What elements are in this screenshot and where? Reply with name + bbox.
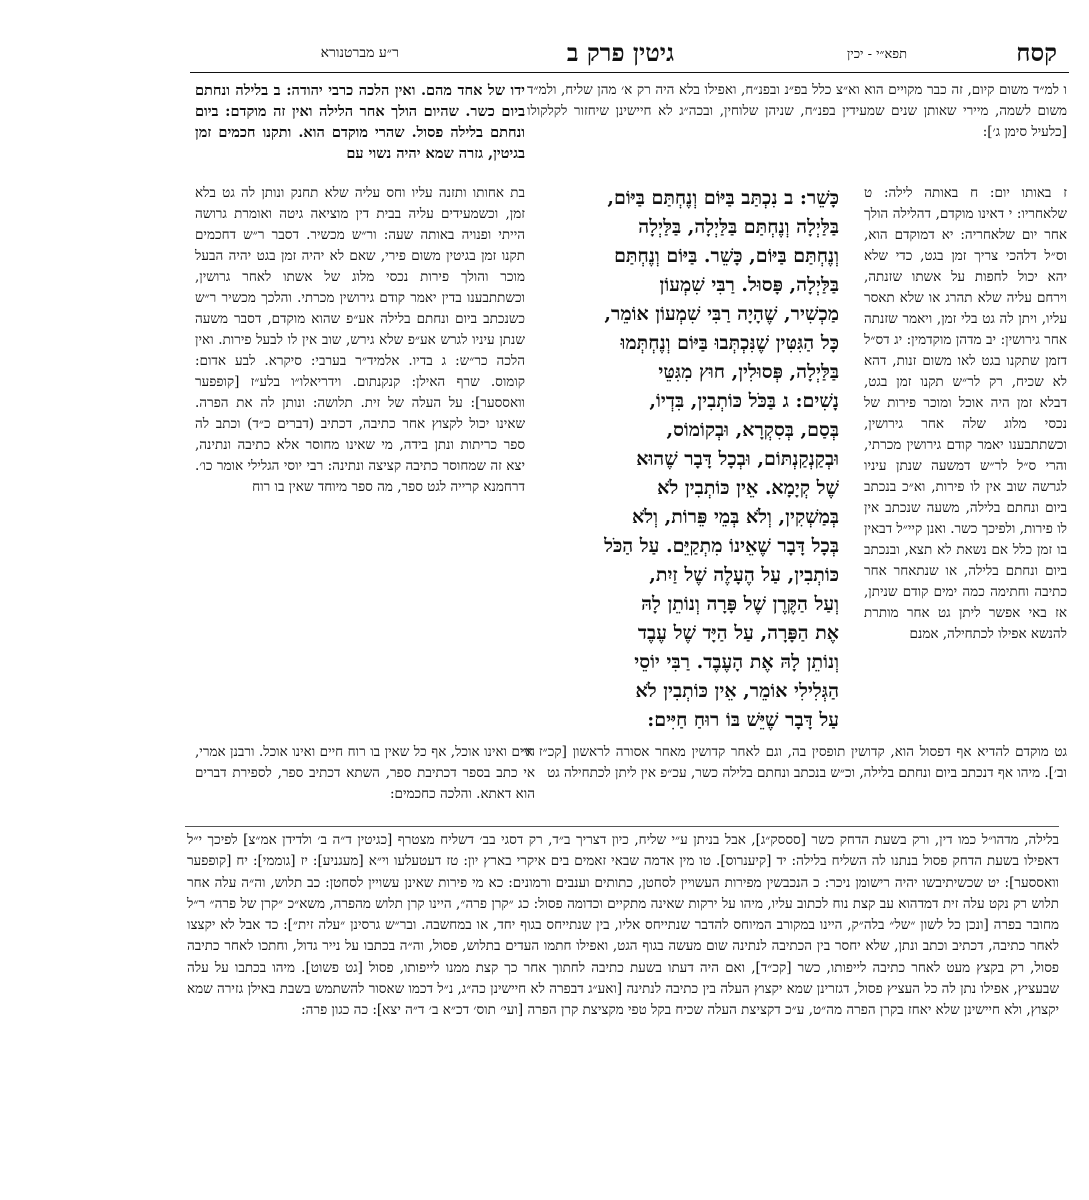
mishna-line: שֶׁל קְיָמָא. אֵין כּוֹתְבִין לֹא <box>657 477 839 499</box>
bartenura-bottom: חיים ואינו אוכל, אף כל שאין בו רוח חיים ואינו אוכל. ורבנן אמרי, אי כתב בספר דכתיבת ספר, השתא דכתיב ספר, לספירת דברים הוא דאתא. והלכה כחכמים: <box>195 744 535 802</box>
mishna-line: וְנוֹתֵן לָהּ אֶת הָעֶבֶד. רַבִּי יוֹסֵי <box>634 651 839 673</box>
header-rule <box>190 72 1069 73</box>
mishna-line: כּוֹתְבִין, עַל הֶעָלֶה שֶׁל זַיִת, <box>649 564 839 586</box>
mishna-line: מַכְשִׁיר, שֶׁהָיָה רַבִּי שִׁמְעוֹן אוֹמֵר, <box>604 303 839 325</box>
page-header <box>190 38 1069 68</box>
mishna-text <box>529 184 839 735</box>
commentary-title: ר״ע מברטנורא <box>320 45 399 61</box>
tyt-commentary-top: ו למ״ד משום קיום, זה כבר מקויים הוא וא״צ כלל בפ״נ ובפנ״ח, ואפילו בלא היה רק א׳ מהן שליח, ולמ״ד משום לשמה, מיירי שאותן שנים שמעידין בפנ״ח, שניהן שלוחין, ובכה״ג לא חיישינן שיחזור לקלקולו [כלעיל סימן ג׳]: <box>527 82 1067 140</box>
mishna-line: הַגְּלִילִי אוֹמֵר, אֵין כּוֹתְבִין לֹא <box>635 680 839 702</box>
chapter-title: גיטין פרק ב <box>566 38 674 67</box>
footnotes: בלילה, מדהו״ל כמו דין, ורק בשעת הדחק כשר [סססק״ג], אבל בניתן ע״י שליח, כיון דצריך ב״ד, רק דסגי בב׳ דשליח מצטרף [כגיטין ד״ה ב׳ ולדידן אמ״צ] לפיכך י״ל דאפילו בשעת הדחק פסול בנתנו לה השליח בלילה: יד [קיענרוס]. טו מין אדמה שבאי זאמים בים איקרי בארץ יון: טז דעטעלעו וי״א [מעגניע]: יז [גוממי]: יח [קופפער וואססער]: יט שכשיתיבשו יהיה רישומן ניכר: כ הנכבשין מפירות העשויין לסחטן, כתותים וענבים ורמונים: כא מי פירות שאינן עשויין לסחטן: כב תלוש, וה״ה עלה אחר תלוש רק נקט עלה זית דמדהוא עב קצת נוח לכתוב עליו, מיהו על ירקות שאינה מתקיים וכדומה פסול: כג ״קרן פרה״, היינו קרן תלוש מהפרה, משא״כ ״קרן של פרה״ ר״ל מחובר בפרה [ונכן כל לשון ״של״ בלה״ק, היינו במקורב המיוחס להדבר שנתייחס אליו, בין שנתייחס בגוף יחד, או במחשבה. ובר״ש גרסינן ״עלה זית״]: כד אבל לא יקצצו לאחר כתיבה, דכתיב וכתב ונתן, שלא יחסר בין הכתיבה לנתינה שום מעשה בגוף הגט, ואפילו חתמו העדים בתלוש, פסול, וה״ה בכתבו על נייר גדול, וחתכו לאחר כתיבה פסול, רק בקצץ מעט לאחר כתיבה לייפותו, כשר [קכ״ד], ואם היה דעתו בשעת כתיבה לחתוך אחר כך קצת ממנו לייפותו, פסול [גט פשוט]. מיהו בכתבו על עלה שבעציץ, אפילו נתן לה כל העציץ פסול, דגזרינן שמא יקצוץ העלה בין כתיבה לנתינה [ואע״ג דבפרה לא חיישינן כה״ג, נ״ל דכמו שאסור להשתמש בשבת באילן גזירה שמא יקצוץ, ולא חיישינן שלא יאחז בקרן הפרה מה״ט, ע״כ דקציצת העלה שכיח בקל טפי מקציצת קרן הפרה [ועי׳ תוס׳ דכ״א ב׳ ד״ה יצא]: כה כגון פרה: <box>187 832 1059 1019</box>
page-number: קסח <box>1016 38 1057 67</box>
bartenura-top: ידו של אחד מהם. ואין הלכה כרבי יהודה: ב בלילה ונחתם ביום כשר. שהיום הולך אחר הלילה ואין זה מוקדם: ביום ונחתם בלילה פסול. שהרי מוקדם הוא. ותקנו חכמים זמן בגיטין, גזרה שמא יהיה נשוי עם <box>195 82 525 162</box>
mishna-line: וְנֶחְתַּם בַּיּוֹם, כָּשֵׁר. בַּיּוֹם וְנֶחְתַּם <box>614 245 839 267</box>
running-head-range: תפא״י - יכין <box>846 47 907 62</box>
mishna-line: אֶת הַפָּרָה, עַל הַיָּד שֶׁל עֶבֶד <box>637 622 839 644</box>
mishna-line: בַּלַּיְלָה, פְּסוּלִין, חוּץ מִגִּטֵּי <box>658 361 839 383</box>
mishna-line: בְּסַם, בְּסִקְרָא, וּבְקוֹמוֹס, <box>666 419 839 441</box>
notes-rule <box>185 826 1059 827</box>
mishna-line: וּבְקַנְקַנְתּוֹם, וּבְכָל דָּבָר שֶׁהוּא <box>636 448 839 470</box>
mishna-line: כָּשֵׁר: ב נִכְתַּב בַּיּוֹם וְנֶחְתַּם בַּיּוֹם, <box>607 187 839 209</box>
mishna-line: בַּלַּיְלָה, פָּסוּל. רַבִּי שִׁמְעוֹן <box>659 274 839 296</box>
mishna-line: וְעַל הַקֶּרֶן שֶׁל פָּרָה וְנוֹתֵן לָהּ <box>641 593 839 615</box>
mishna-line: בְּמַשְׁקִין, וְלֹא בְּמֵי פֵּרוֹת, וְלֹא <box>632 506 839 528</box>
mishna-line: בְּכָל דָּבָר שֶׁאֵינוֹ מִתְקַיֵּם. עַל הַכֹּל <box>604 535 839 557</box>
tyt-commentary-bottom: גט מוקדם להדיא אף דפסול הוא, קדושין תופסין בה, וגם לאחר קדושין מאחר אסורה לראשון [קכ״ז א׳ וב׳]. מיהו אף דנכתב ביום ונחתם בלילה, וכ״ש בנכתב ונחתם בלילה כשר, עכ״פ אין ליתן לכתחילה גט <box>522 744 1067 781</box>
tyt-commentary-column: ז באותו יום: ח באותה לילה: ט שלאחריו: י דאינו מוקדם, דהלילה הולך אחר יום שלאחריה: יא דמוקדם הוא, וס״ל דלהכי צריך זמן בגט, כדי שלא יהא יכול לחפות על אשתו שזנתה, וירחם עליה שלא תהרג או שלא תאסר עליו, ויתן לה גט בלי זמן, ויאמר שזנתה אחר גירושין: יב מדהן מוקדמין: יג דס״ל דזמן שתקנו בגט לאו משום זנות, דהא לא שכיח, רק לר״ש תקנו זמן בגט, דבלא זמן היה אוכל ומוכר פירות של נכסי מלוג שלה אחר גירושין, וכשתתבענו יאמר קודם גירושין מכרתי, והרי ס״ל לר״ש דמשעה שנתן עיניו לגרשה שוב אין לו פירות, וא״כ בנכתב ביום ונחתם בלילה, משעה שנכתב אין לו פירות, ולפיכך כשר. ואנן קיי״ל דבאין בו זמן כלל אם נשאת לא תצא, ובנכתב ביום ונחתם בלילה, או שנתאחר אחר כתיבה וחתימה כמה ימים קודם שניתן, אז באי אפשר ליתן גט אחר מותרת להנשא אפילו לכתחילה, אמנם <box>864 185 1067 642</box>
mishna-line: עַל דָּבָר שֶׁיֵּשׁ בּוֹ רוּחַ חַיִּים: <box>647 709 839 731</box>
mishna-line: כָּל הַגִּטִּין שֶׁנִּכְתְּבוּ בַּיּוֹם וְנֶחְתְּמוּ <box>620 332 839 354</box>
mishna-line: נָשִׁים: ג בַּכֹּל כּוֹתְבִין, בִּדְיוֹ, <box>649 390 839 412</box>
mishna-line: בַּלַּיְלָה וְנֶחְתַּם בַּלַּיְלָה, בַּלַּיְלָה <box>638 216 839 238</box>
bartenura-column: בת אחותו ותזנה עליו וחס עליה שלא תחנק ונותן לה גט בלא זמן, וכשמעידים עליה בבית דין מוציאה גיטה ואומרת גרושה הייתי ופנויה באותה שעה: ור״ש מכשיר. דסבר ר״ש דחכמים תקנו זמן בגיטין משום פירי, שאם לא יהיה זמן בגט יהיה הבעל מוכר והולך פירות נכסי מלוג של אשתו לאחר גרושין, וכשתתבענו בדין יאמר קודם גירושין מכרתי. והלכך מכשיר ר״ש כשנכתב ביום ונחתם בלילה אע״פ שהוא מוקדם, דסבר משעה שנתן עיניו לגרש אע״פ שלא גירש, שוב אין לו לבעל פירות. ואין הלכה כר״ש: ג בדיו. אלמיד״ר בערבי: סיקרא. לבע אדום: קומוס. שרף האילן: קנקנתום. וידריאלו״ו בלע״ז [קופפער וואססער]: על העלה של זית. תלושה: ונותן לה את הפרה. שאינו יכול לקצוץ אחר כתיבה, דכתיב (דברים כ״ד) וכתב לה ספר כריתות ונתן בידה, מי שאינו מחוסר אלא כתיבה ונתינה, יצא זה שמחוסר כתיבה קציצה ונתינה: רבי יוסי הגלילי אומר כו׳. דרחמנא קרייה לגט ספר, מה ספר מיוחד שאין בו רוח <box>195 185 525 495</box>
